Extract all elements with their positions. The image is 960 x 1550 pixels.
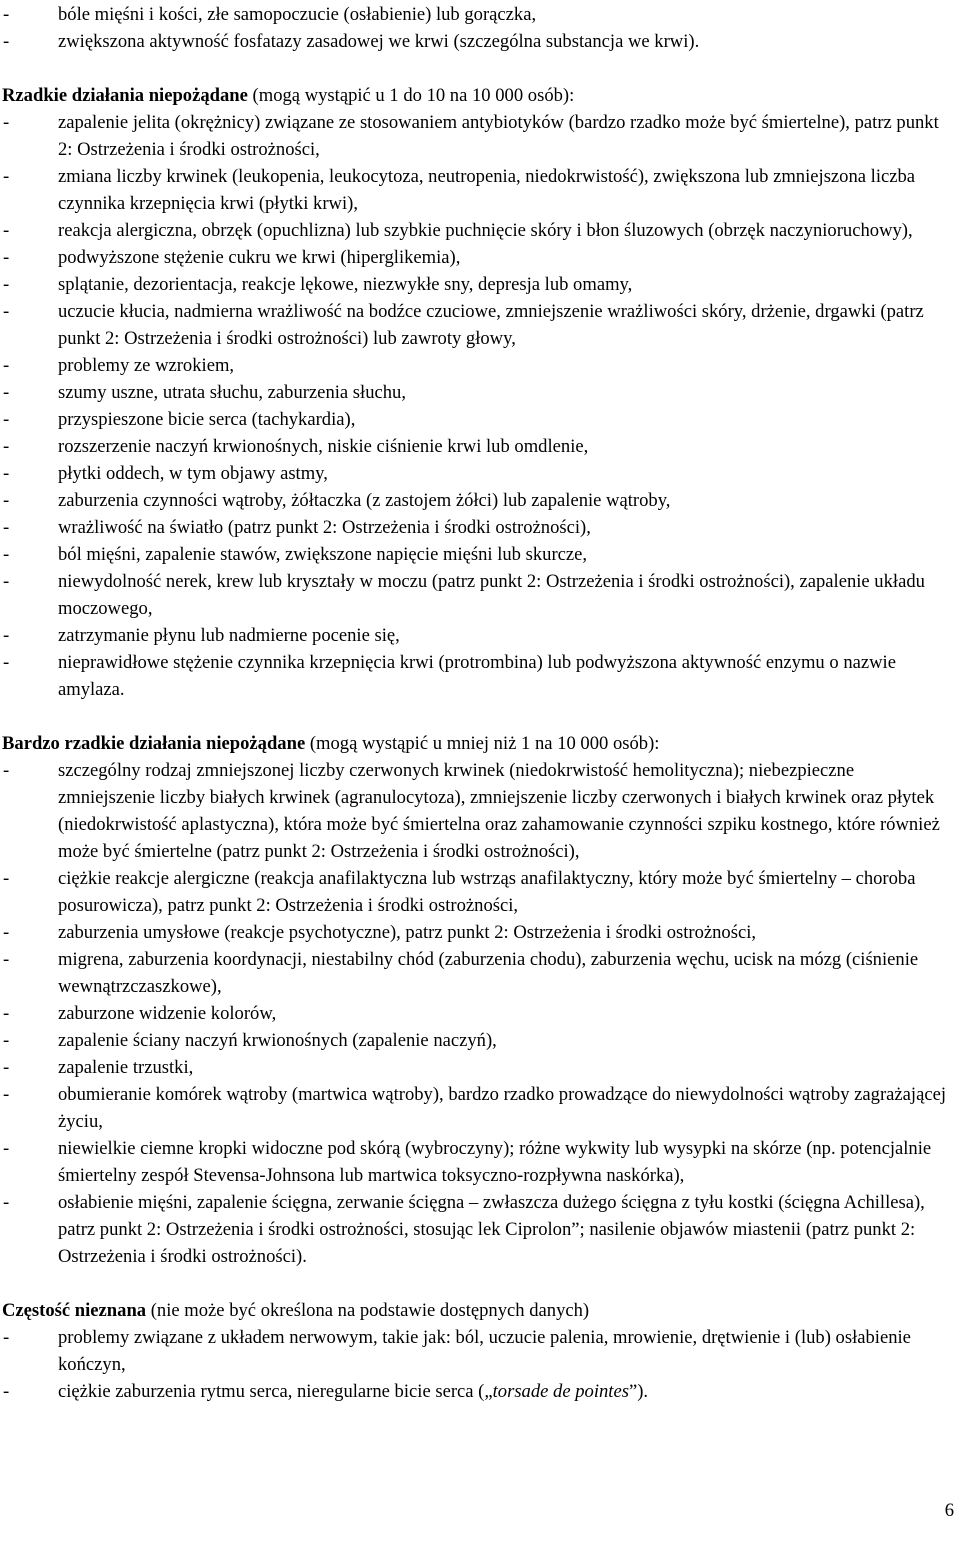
section-heading-rest: (mogą wystąpić u 1 do 10 na 10 000 osób): — [247, 85, 575, 106]
list-item — [0, 379, 955, 406]
bullet-dash: - — [3, 1381, 10, 1402]
list-item — [0, 244, 955, 271]
bullet-dash: - — [3, 1327, 10, 1348]
bullet-dash: - — [3, 112, 10, 133]
list-item — [0, 433, 955, 460]
section-heading-bold: Rzadkie działania niepożądane — [2, 85, 248, 106]
bullet-dash: - — [3, 1057, 10, 1078]
section-heading-rest: (mogą wystąpić u mniej niż 1 na 10 000 osób): — [305, 733, 660, 754]
list-item-text: zaburzone widzenie kolorów, — [58, 1003, 277, 1024]
list-item-text: uczucie kłucia, nadmierna wrażliwość na bodźce czuciowe, zmniejszenie wrażliwości skóry, drżenie, drgawki (patrz punkt 2: Ostrzeżenia i środki ostrożności) lub zawroty głowy, — [58, 301, 924, 349]
list-item — [0, 757, 955, 865]
list-item-text: zwiększona aktywność fosfatazy zasadowej we krwi (szczególna substancja we krwi). — [58, 31, 700, 52]
section-heading-rest: (nie może być określona na podstawie dostępnych danych) — [146, 1300, 590, 1321]
bullet-dash: - — [3, 274, 10, 295]
list-item — [0, 514, 955, 541]
list-item-text: problemy związane z układem nerwowym, takie jak: ból, uczucie palenia, mrowienie, drętwienie i (lub) osłabienie kończyn, — [58, 1327, 911, 1375]
list-item — [0, 1135, 955, 1189]
bullet-dash: - — [3, 166, 10, 187]
bullet-dash: - — [3, 31, 10, 52]
bullet-dash: - — [3, 301, 10, 322]
bullet-dash: - — [3, 1030, 10, 1051]
list-item-text: zapalenie ściany naczyń krwionośnych (zapalenie naczyń), — [58, 1030, 497, 1051]
section-heading-bold: Bardzo rzadkie działania niepożądane — [2, 733, 306, 754]
document-page — [0, 1, 955, 1405]
list-item-text: bóle mięśni i kości, złe samopoczucie (osłabienie) lub gorączka, — [58, 4, 537, 25]
list-item-text: migrena, zaburzenia koordynacji, niestabilny chód (zaburzenia chodu), zaburzenia węchu, ucisk na mózg (ciśnienie wewnątrzczaszkowe), — [58, 949, 919, 997]
list-item — [0, 163, 955, 217]
bullet-dash: - — [3, 625, 10, 646]
list-item-text: splątanie, dezorientacja, reakcje lękowe, niezwykłe sny, depresja lub omamy, — [58, 274, 633, 295]
list-item — [0, 271, 955, 298]
bullet-dash: - — [3, 4, 10, 25]
list-item-text: osłabienie mięśni, zapalenie ścięgna, zerwanie ścięgna – zwłaszcza dużego ścięgna z tyłu kostki (ścięgna Achillesa), patrz punkt 2: Ostrzeżenia i środki ostrożności, stosując lek Ciprolon”; nasilenie objawów miastenii (patrz punkt 2: Ostrzeżenia i środki ostrożności). — [58, 1192, 925, 1267]
list-item — [0, 460, 955, 487]
bullet-dash: - — [3, 436, 10, 457]
list-item-text: obumieranie komórek wątroby (martwica wątroby), bardzo rzadko prowadzące do niewydolności wątroby zagrażającej życiu, — [58, 1084, 946, 1132]
list-item — [0, 1000, 955, 1027]
list-item — [0, 109, 955, 163]
list-item — [0, 1054, 955, 1081]
bullet-dash: - — [3, 949, 10, 970]
list-item-text: zatrzymanie płynu lub nadmierne pocenie się, — [58, 625, 400, 646]
list-item-text: ciężkie reakcje alergiczne (reakcja anafilaktyczna lub wstrząs anafilaktyczny, który może być śmiertelny – choroba posurowicza), patrz punkt 2: Ostrzeżenia i środki ostrożności, — [58, 868, 916, 916]
section-2 — [0, 730, 955, 1270]
list-item — [0, 28, 955, 55]
list-item — [0, 406, 955, 433]
list-item — [0, 622, 955, 649]
list-item-text: szczególny rodzaj zmniejszonej liczby czerwonych krwinek (niedokrwistość hemolityczna); niebezpieczne zmniejszenie liczby białych krwinek (agranulocytoza), zmniejszenie liczby czerwonych i białych krwinek oraz płytek (niedokrwistość aplastyczna), która może być śmiertelna oraz zahamowanie czynności szpiku kostnego, które również może być śmiertelne (patrz punkt 2: Ostrzeżenia i środki ostrożności), — [58, 760, 940, 862]
list-item — [0, 1324, 955, 1378]
bullet-dash: - — [3, 760, 10, 781]
bullet-dash: - — [3, 1084, 10, 1105]
list-item — [0, 1, 955, 28]
list-item-text-part: ciężkie zaburzenia rytmu serca, nieregularne bicie serca („ — [58, 1381, 493, 1402]
list-item-text: nieprawidłowe stężenie czynnika krzepnięcia krwi (protrombina) lub podwyższona aktywność enzymu o nazwie amylaza. — [58, 652, 896, 700]
list-item — [0, 1378, 955, 1405]
bullet-dash: - — [3, 652, 10, 673]
list-item — [0, 946, 955, 1000]
list-item-text — [58, 1378, 955, 1405]
bullet-dash: - — [3, 922, 10, 943]
list-item — [0, 649, 955, 703]
list-item-text: ból mięśni, zapalenie stawów, zwiększone napięcie mięśni lub skurcze, — [58, 544, 588, 565]
section-1 — [0, 82, 955, 703]
section-0 — [0, 1, 955, 55]
list-item-text: reakcja alergiczna, obrzęk (opuchlizna) lub szybkie puchnięcie skóry i błon śluzowych (obrzęk naczynioruchowy), — [58, 220, 913, 241]
list-item — [0, 298, 955, 352]
italic-term: torsade de pointes — [492, 1381, 629, 1402]
list-item-text: rozszerzenie naczyń krwionośnych, niskie ciśnienie krwi lub omdlenie, — [58, 436, 589, 457]
list-item-text: zaburzenia czynności wątroby, żółtaczka (z zastojem żółci) lub zapalenie wątroby, — [58, 490, 671, 511]
section-heading — [0, 1297, 955, 1324]
list-item-text: niewielkie ciemne kropki widoczne pod skórą (wybroczyny); różne wykwity lub wysypki na skórze (np. potencjalnie śmiertelny zespół Stevensa-Johnsona lub martwica toksyczno-rozpływna naskórka), — [58, 1138, 932, 1186]
section-heading-bold: Częstość nieznana — [2, 1300, 147, 1321]
list-item — [0, 1027, 955, 1054]
list-item — [0, 352, 955, 379]
list-item-text: wrażliwość na światło (patrz punkt 2: Ostrzeżenia i środki ostrożności), — [58, 517, 591, 538]
section-heading — [0, 730, 955, 757]
list-item-text: płytki oddech, w tym objawy astmy, — [58, 463, 328, 484]
list-item-text: zaburzenia umysłowe (reakcje psychotyczne), patrz punkt 2: Ostrzeżenia i środki ostrożności, — [58, 922, 757, 943]
list-item — [0, 568, 955, 622]
bullet-dash: - — [3, 247, 10, 268]
list-item — [0, 1081, 955, 1135]
bullet-dash: - — [3, 1003, 10, 1024]
list-item — [0, 865, 955, 919]
bullet-dash: - — [3, 868, 10, 889]
list-item-text: szumy uszne, utrata słuchu, zaburzenia słuchu, — [58, 382, 406, 403]
list-item-text: zapalenie trzustki, — [58, 1057, 194, 1078]
bullet-dash: - — [3, 1192, 10, 1213]
page-number: 6 — [944, 1500, 954, 1521]
list-item-text: zapalenie jelita (okrężnicy) związane ze stosowaniem antybiotyków (bardzo rzadko może być śmiertelne), patrz punkt 2: Ostrzeżenia i środki ostrożności, — [58, 112, 939, 160]
section-heading — [0, 82, 955, 109]
bullet-dash: - — [3, 517, 10, 538]
bullet-dash: - — [3, 382, 10, 403]
bullet-dash: - — [3, 355, 10, 376]
list-item-text: problemy ze wzrokiem, — [58, 355, 235, 376]
list-item-text: zmiana liczby krwinek (leukopenia, leukocytoza, neutropenia, niedokrwistość), zwiększona lub zmniejszona liczba czynnika krzepnięcia krwi (płytki krwi), — [58, 166, 916, 214]
bullet-dash: - — [3, 220, 10, 241]
section-3 — [0, 1297, 955, 1405]
list-item — [0, 541, 955, 568]
list-item — [0, 919, 955, 946]
list-item — [0, 487, 955, 514]
bullet-dash: - — [3, 1138, 10, 1159]
list-item — [0, 217, 955, 244]
list-item-text: przyspieszone bicie serca (tachykardia), — [58, 409, 356, 430]
bullet-dash: - — [3, 544, 10, 565]
list-item-text: podwyższone stężenie cukru we krwi (hiperglikemia), — [58, 247, 461, 268]
list-item-text: niewydolność nerek, krew lub kryształy w moczu (patrz punkt 2: Ostrzeżenia i środki ostrożności), zapalenie układu moczowego, — [58, 571, 925, 619]
list-item — [0, 1189, 955, 1270]
bullet-dash: - — [3, 571, 10, 592]
list-item-text-end: ”). — [628, 1381, 649, 1402]
bullet-dash: - — [3, 409, 10, 430]
bullet-dash: - — [3, 463, 10, 484]
bullet-dash: - — [3, 490, 10, 511]
